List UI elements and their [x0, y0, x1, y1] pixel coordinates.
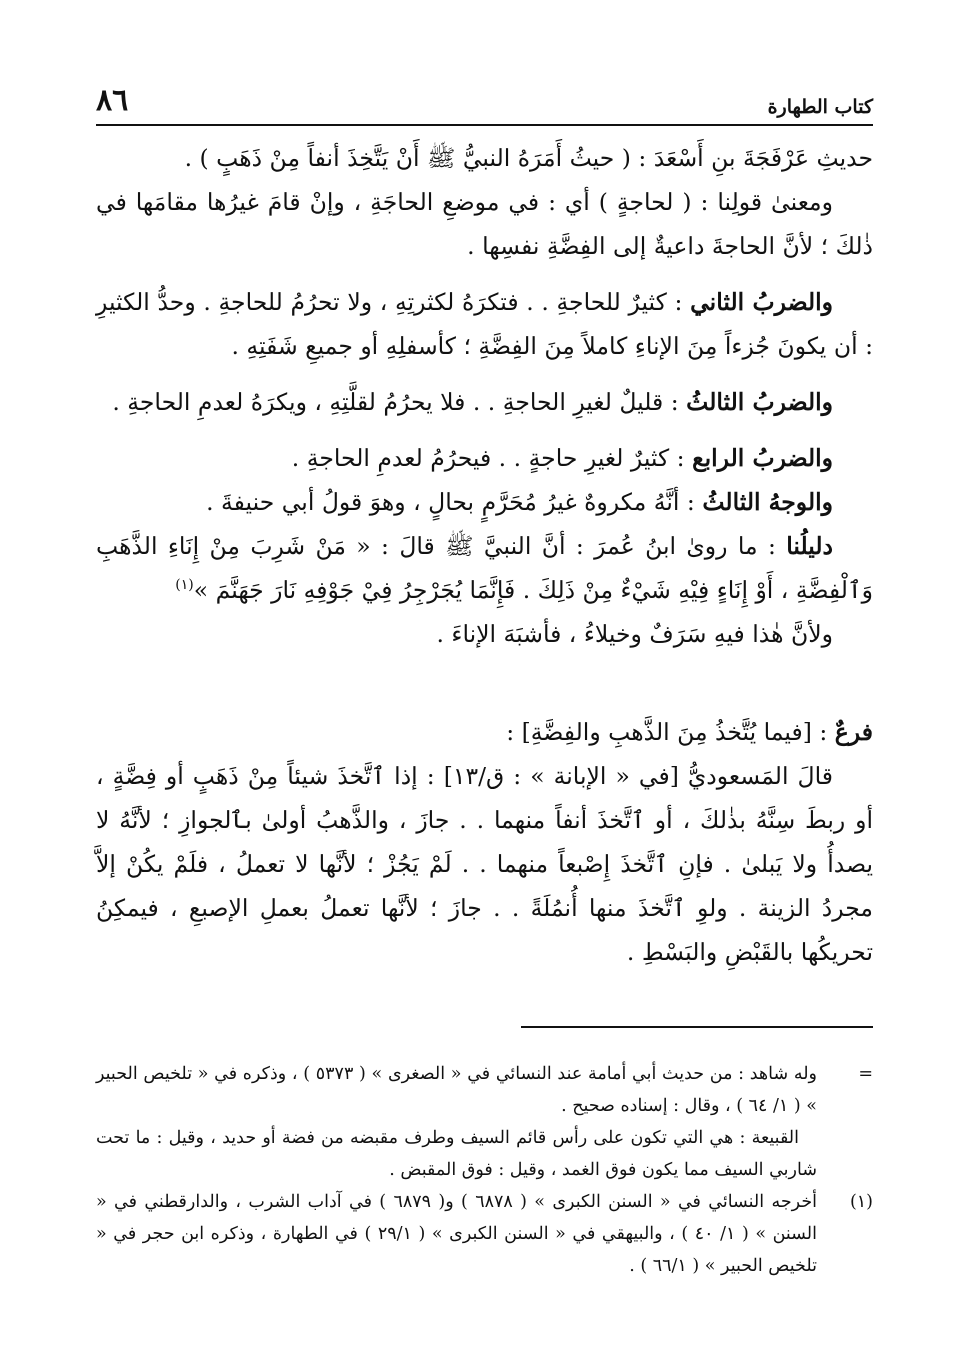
paragraph-7-text: : ما روىٰ ابنُ عُمرَ : أنَّ النبيَّ ﷺ قالَ : « مَنْ شَرِبَ مِنْ إِنَاءِ الذَّهَبِ وَٱلْفِضَّةِ ، أَوْ إِنَاءٍ فِيْهِ شَيْءٌ مِنْ ذَلِكَ . فَإِنَّمَا يُجَرْجِرُ فِيْ جَوْفِهِ نَارَ جَهَنَّمَ »: [96, 532, 873, 604]
paragraph-1: حديثِ عَرْفَجَةَ بنِ أَسْعَدَ : ( حيثُ أَمَرَهُ النبيُّ ﷺ أَنْ يَتَّخِذَ أنفاً مِنْ ذَهَبٍ ) .: [184, 144, 873, 172]
footnote-continuation: [96, 1058, 873, 1122]
paragraph-8: ولأنَّ هٰذا فيهِ سَرَفٌ وخيلاءُ ، فأشبَهَ الإناءَ .: [436, 620, 833, 648]
section-heading-lead: فرعٌ: [834, 718, 873, 746]
paragraph-3: [96, 280, 873, 368]
page-number: ٨٦: [96, 83, 129, 118]
paragraph-3-lead: والضربُ الثاني: [690, 288, 833, 316]
paragraph-4-text: : قليلٌ لغيرِ الحاجةِ . . فلا يحرُمُ لقلَّتِهِ ، ويكرَهُ لعدمِ الحاجةِ .: [112, 388, 687, 416]
footnote-1-marker: (١): [849, 1192, 873, 1212]
footnote-qabia: القبيعة : هي التي تكون على رأس قائم السيف وطرف مقبضه من فضة أو حديد ، وقيل : ما تحت شاربي السيف مما يكون فوق الغمد ، وقيل : فوق المقبض .: [96, 1128, 817, 1180]
paragraph-3-text: : كثيرٌ للحاجةِ . . فتكرَهُ لكثرتِهِ ، ولا تحرُمُ للحاجةِ . وحدُّ الكثيرِ : أن يكونَ جُزءاً مِنَ الإناءِ كاملاً مِنَ الفِضَّةِ ؛ كأسفلِهِ أو جميعِ شَفَتِهِ .: [96, 288, 873, 360]
footnote-continuation-text: وله شاهد : من حديث أبي أمامة عند النسائي في « الصغرى » ( ٥٣٧٣ ) ، وذكره في « تلخيص الحبير » ( ١/ ٦٤ ) ، وقال : إسناده صحيح .: [96, 1064, 817, 1116]
section-heading: [96, 710, 873, 754]
footnote-continuation-marker: =: [858, 1064, 873, 1084]
paragraph-6-lead: والوجهُ الثالثُ: [702, 488, 833, 516]
paragraph-5-text: : كثيرٌ لغيرِ حاجةٍ . . فيحرُمُ لعدمِ الحاجةِ .: [291, 444, 693, 472]
page-header: [96, 82, 873, 118]
paragraph-10: قالَ المَسعوديُّ [في « الإبانة » : ق/١٣] : إذا ٱتَّخذَ شيئاً مِنْ ذَهَبٍ أو فِضَّةٍ ، أو ربطَ سِنَّهُ بذٰلكَ ، أو ٱتَّخذَ أنفاً منهما . . جازَ ، والذَّهبُ أولىٰ بٱلجوازِ ؛ لأنَّهُ لا يصدأُ ولا يَبلىٰ . فإنِ ٱتَّخذَ إِصْبعاً منهما . . لَمْ يَجُزْ ؛ لأنَّها لا تعملُ ، فلَمْ يكُنْ إلاَّ مجردُ الزينة . ولوِ ٱتَّخذَ منها أُنمُلَةً . . جازَ ؛ لأنَّها تعملُ بعملِ الإصبعِ ، فيمكِنُ تحريكُها بالقَبْضِ والبَسْطِ .: [96, 762, 873, 966]
paragraph-7: [96, 524, 873, 612]
footnote-1: [96, 1186, 873, 1282]
footnotes: [96, 1058, 873, 1282]
footnote-reference[interactable]: (١): [175, 577, 194, 594]
paragraph-4-lead: والضربُ الثالثُ: [686, 388, 833, 416]
main-text: [96, 136, 873, 974]
paragraph-7-lead: دليلُنا: [786, 532, 833, 560]
paragraph-6-text: : أنَّهُ مكروهٌ غيرُ مُحَرَّمٍ بحالٍ ، وهوَ قولُ أبي حنيفةَ .: [206, 488, 703, 516]
paragraph-6: [96, 480, 873, 524]
footnote-separator: [521, 1026, 873, 1028]
paragraph-5-lead: والضربُ الرابع: [692, 444, 833, 472]
running-title: كتاب الطهارة: [767, 96, 873, 118]
paragraph-5: [96, 436, 873, 480]
paragraph-4: [96, 380, 873, 424]
footnote-1-text: أخرجه النسائي في « السنن الكبرى » ( ٦٨٧٨ ) و( ٦٨٧٩ ) في آداب الشرب ، والدارقطني في « السنن » ( ١/ ٤٠ ) ، والبيهقي في « السنن الكبرى » ( ٢٩/١ ) في الطهارة ، وذكره ابن حجر في « تلخيص الحبير » ( ٦٦/١ ) .: [96, 1192, 818, 1276]
section-heading-text: : [فيما يُتَّخذُ مِنَ الذَّهبِ والفِضَّةِ] :: [506, 718, 835, 746]
paragraph-2: ومعنىٰ قولِنا : ( لحاجةٍ ) أي : في موضعِ الحاجَةِ ، وإنْ قامَ غيرُها مقامَها في ذٰلكَ ؛ لأنَّ الحاجةَ داعيةٌ إلى الفِضَّةِ نفسِها .: [96, 188, 873, 260]
header-rule: [96, 124, 873, 126]
